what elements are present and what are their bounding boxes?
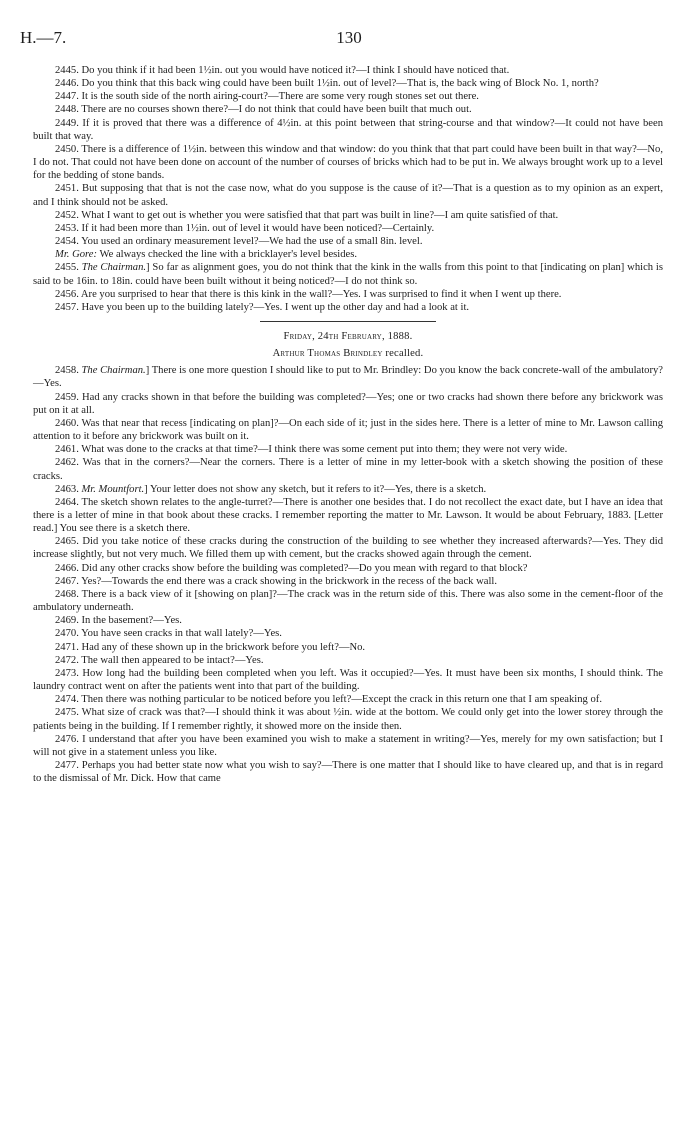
question-paragraph: 2451. But supposing that that is not the case now, what do you suppose is the cause of it?—That is a question as to my opinion as an expert, and I think should not be asked.: [33, 183, 663, 208]
paragraph-text: ] So far as alignment goes, you do not think that the kink in the walls from this point to that [indicating on plan] which is said to be 16in. to 18in. could have been built without it being noticed?—I do not think so.: [33, 262, 663, 287]
sitting-date: Friday, 24th February, 1888.: [283, 330, 413, 342]
question-paragraph: 2446. Do you think that this back wing could have been built 1½in. out of level?—That is, the back wing of Block No. 1, north?: [55, 78, 599, 90]
question-paragraph: 2471. Had any of these shown up in the brickwork before you left?—No.: [55, 641, 366, 653]
question-paragraph: 2464. The sketch shown relates to the angle-turret?—There is another one besides that. I do not recollect the exact date, but I have an idea that there is a letter of mine in that book about these cracks. I remember reporting the matter to Mr. Lawson. It would be about February, 1883. [Letter read.] You see there is a sketch there.: [33, 496, 663, 535]
question-paragraph: 2476. I understand that after you have been examined you wish to make a statement in writing?—Yes, merely for my own satisfaction; but I will not give in a statement unless you like.: [33, 733, 663, 758]
question-paragraph: 2469. In the basement?—Yes.: [55, 615, 182, 627]
question-paragraph: 2466. Did any other cracks show before the building was completed?—Do you mean with regard to that block?: [55, 562, 528, 574]
question-paragraph: 2445. Do you think if it had been 1½in. out you would have noticed it?—I think I should have noticed that.: [55, 65, 510, 76]
report-code: H.—7.: [20, 28, 67, 47]
page-number: 130: [336, 28, 362, 47]
question-number: 2455.: [55, 262, 82, 274]
question-paragraph: 2452. What I want to get out is whether you were satisfied that that part was built in line?—I am quite satisfied of that.: [55, 209, 559, 221]
speaker-name: The Chairman.: [81, 365, 146, 377]
question-paragraph: 2467. Yes?—Towards the end there was a crack showing in the brickwork in the recess of the back wall.: [55, 575, 498, 587]
question-paragraph: 2461. What was done to the cracks at that time?—I think there was some cement put into them; they were not very wide.: [55, 444, 568, 456]
question-paragraph: 2450. There is a difference of 1½in. between this window and that window: do you think that that part could have been built in that way?—No, I do not. That could not have been done on account of the number of courses of bricks which had to be put in. We always brought work up to a level for the bedding of stone bands.: [33, 143, 663, 182]
question-paragraph: 2468. There is a back view of it [showing on plan]?—The crack was in the return side of this. There was also some in the cement-floor of the ambulatory underneath.: [33, 588, 663, 614]
witness-heading: [33, 347, 663, 360]
question-paragraph: [33, 364, 663, 390]
question-paragraph: 2449. If it is proved that there was a difference of 4½in. at this point between that string-course and that window?—It could not have been built that way.: [33, 117, 663, 142]
question-paragraph: 2447. It is the south side of the north airing-court?—There are some very rough stones set out there.: [55, 91, 479, 103]
speaker-name: The Chairman.: [81, 262, 147, 274]
question-paragraph: 2475. What size of crack was that?—I should think it was about ½in. wide at the bottom. We could only get into the lower storey through the patients being in the building. If I remember rightly, it showed more on the inside then.: [33, 707, 663, 732]
question-paragraph: 2473. How long had the building been completed when you left. Was it occupied?—Yes. It must have been six months, I should think. The laundry contract went on after the patients went into that part of the building.: [33, 667, 663, 693]
witness-name: Arthur Thomas Brindley: [272, 348, 383, 360]
question-paragraph: 2457. Have you been up to the building lately?—Yes. I went up the other day and had a look at it.: [55, 301, 470, 313]
section-divider: [260, 321, 436, 322]
page-header: [20, 28, 678, 52]
question-paragraph: 2474. Then there was nothing particular to be noticed before you left?—Except the crack in this return one that I am speaking of.: [55, 694, 602, 706]
paragraph-text: ] Your letter does not show any sketch, but it refers to it?—Yes, there is a sketch.: [144, 483, 487, 495]
question-paragraph: 2465. Did you take notice of these cracks during the construction of the building to see whether they increased afterwards?—Yes. They did increase slightly, but not very much. We filled them up with cement, but the cracks showed again through the cement.: [33, 536, 663, 561]
question-paragraph: 2456. Are you surprised to hear that there is this kink in the wall?—Yes. I was surprised to find it when I went up there.: [55, 288, 562, 300]
paragraph-text: ] There is one more question I should like to put to Mr. Brindley: Do you know the back concrete-wall of the ambulatory?—Yes.: [33, 365, 663, 390]
page-body: [33, 64, 663, 785]
question-paragraph: 2462. Was that in the corners?—Near the corners. There is a letter of mine in my letter-book with a sketch showing the position of these cracks.: [33, 457, 663, 482]
speaker-name: Mr. Mountfort.: [81, 483, 145, 495]
question-paragraph: 2472. The wall then appeared to be intact?—Yes.: [55, 654, 264, 666]
question-number: 2458.: [55, 365, 82, 377]
question-paragraph: 2459. Had any cracks shown in that before the building was completed?—Yes; one or two cracks had shown there before any brickwork was put on it at all.: [33, 391, 663, 416]
question-paragraph: 2477. Perhaps you had better state now what you wish to say?—There is one matter that I should like to have cleared up, and that is in regard to the dismissal of Mr. Dick. How that came: [33, 759, 663, 785]
evidence-section-a: [33, 64, 663, 314]
question-paragraph: 2454. You used an ordinary measurement level?—We had the use of a small 8in. level.: [55, 236, 423, 248]
question-paragraph: 2448. There are no courses shown there?—I do not think that could have been built that much out.: [55, 104, 472, 116]
question-paragraph: 2453. If it had been more than 1½in. out of level it would have been noticed?—Certainly.: [55, 222, 435, 234]
speaker-name: Mr. Gore:: [55, 249, 97, 261]
question-paragraph: 2460. Was that near that recess [indicating on plan]?—On each side of it; just in the sides here. There is a letter of mine to Mr. Lawson calling attention to it before any brickwork was built on it.: [33, 417, 663, 443]
question-paragraph: [33, 483, 663, 496]
paragraph-text: We always checked the line with a bricklayer's level besides.: [96, 249, 358, 261]
question-paragraph: 2470. You have seen cracks in that wall lately?—Yes.: [55, 628, 282, 640]
question-number: 2463.: [55, 483, 82, 495]
interjection-paragraph: [33, 248, 663, 261]
witness-status: recalled.: [382, 348, 424, 360]
question-paragraph: [33, 261, 663, 287]
evidence-section-b: [33, 364, 663, 785]
